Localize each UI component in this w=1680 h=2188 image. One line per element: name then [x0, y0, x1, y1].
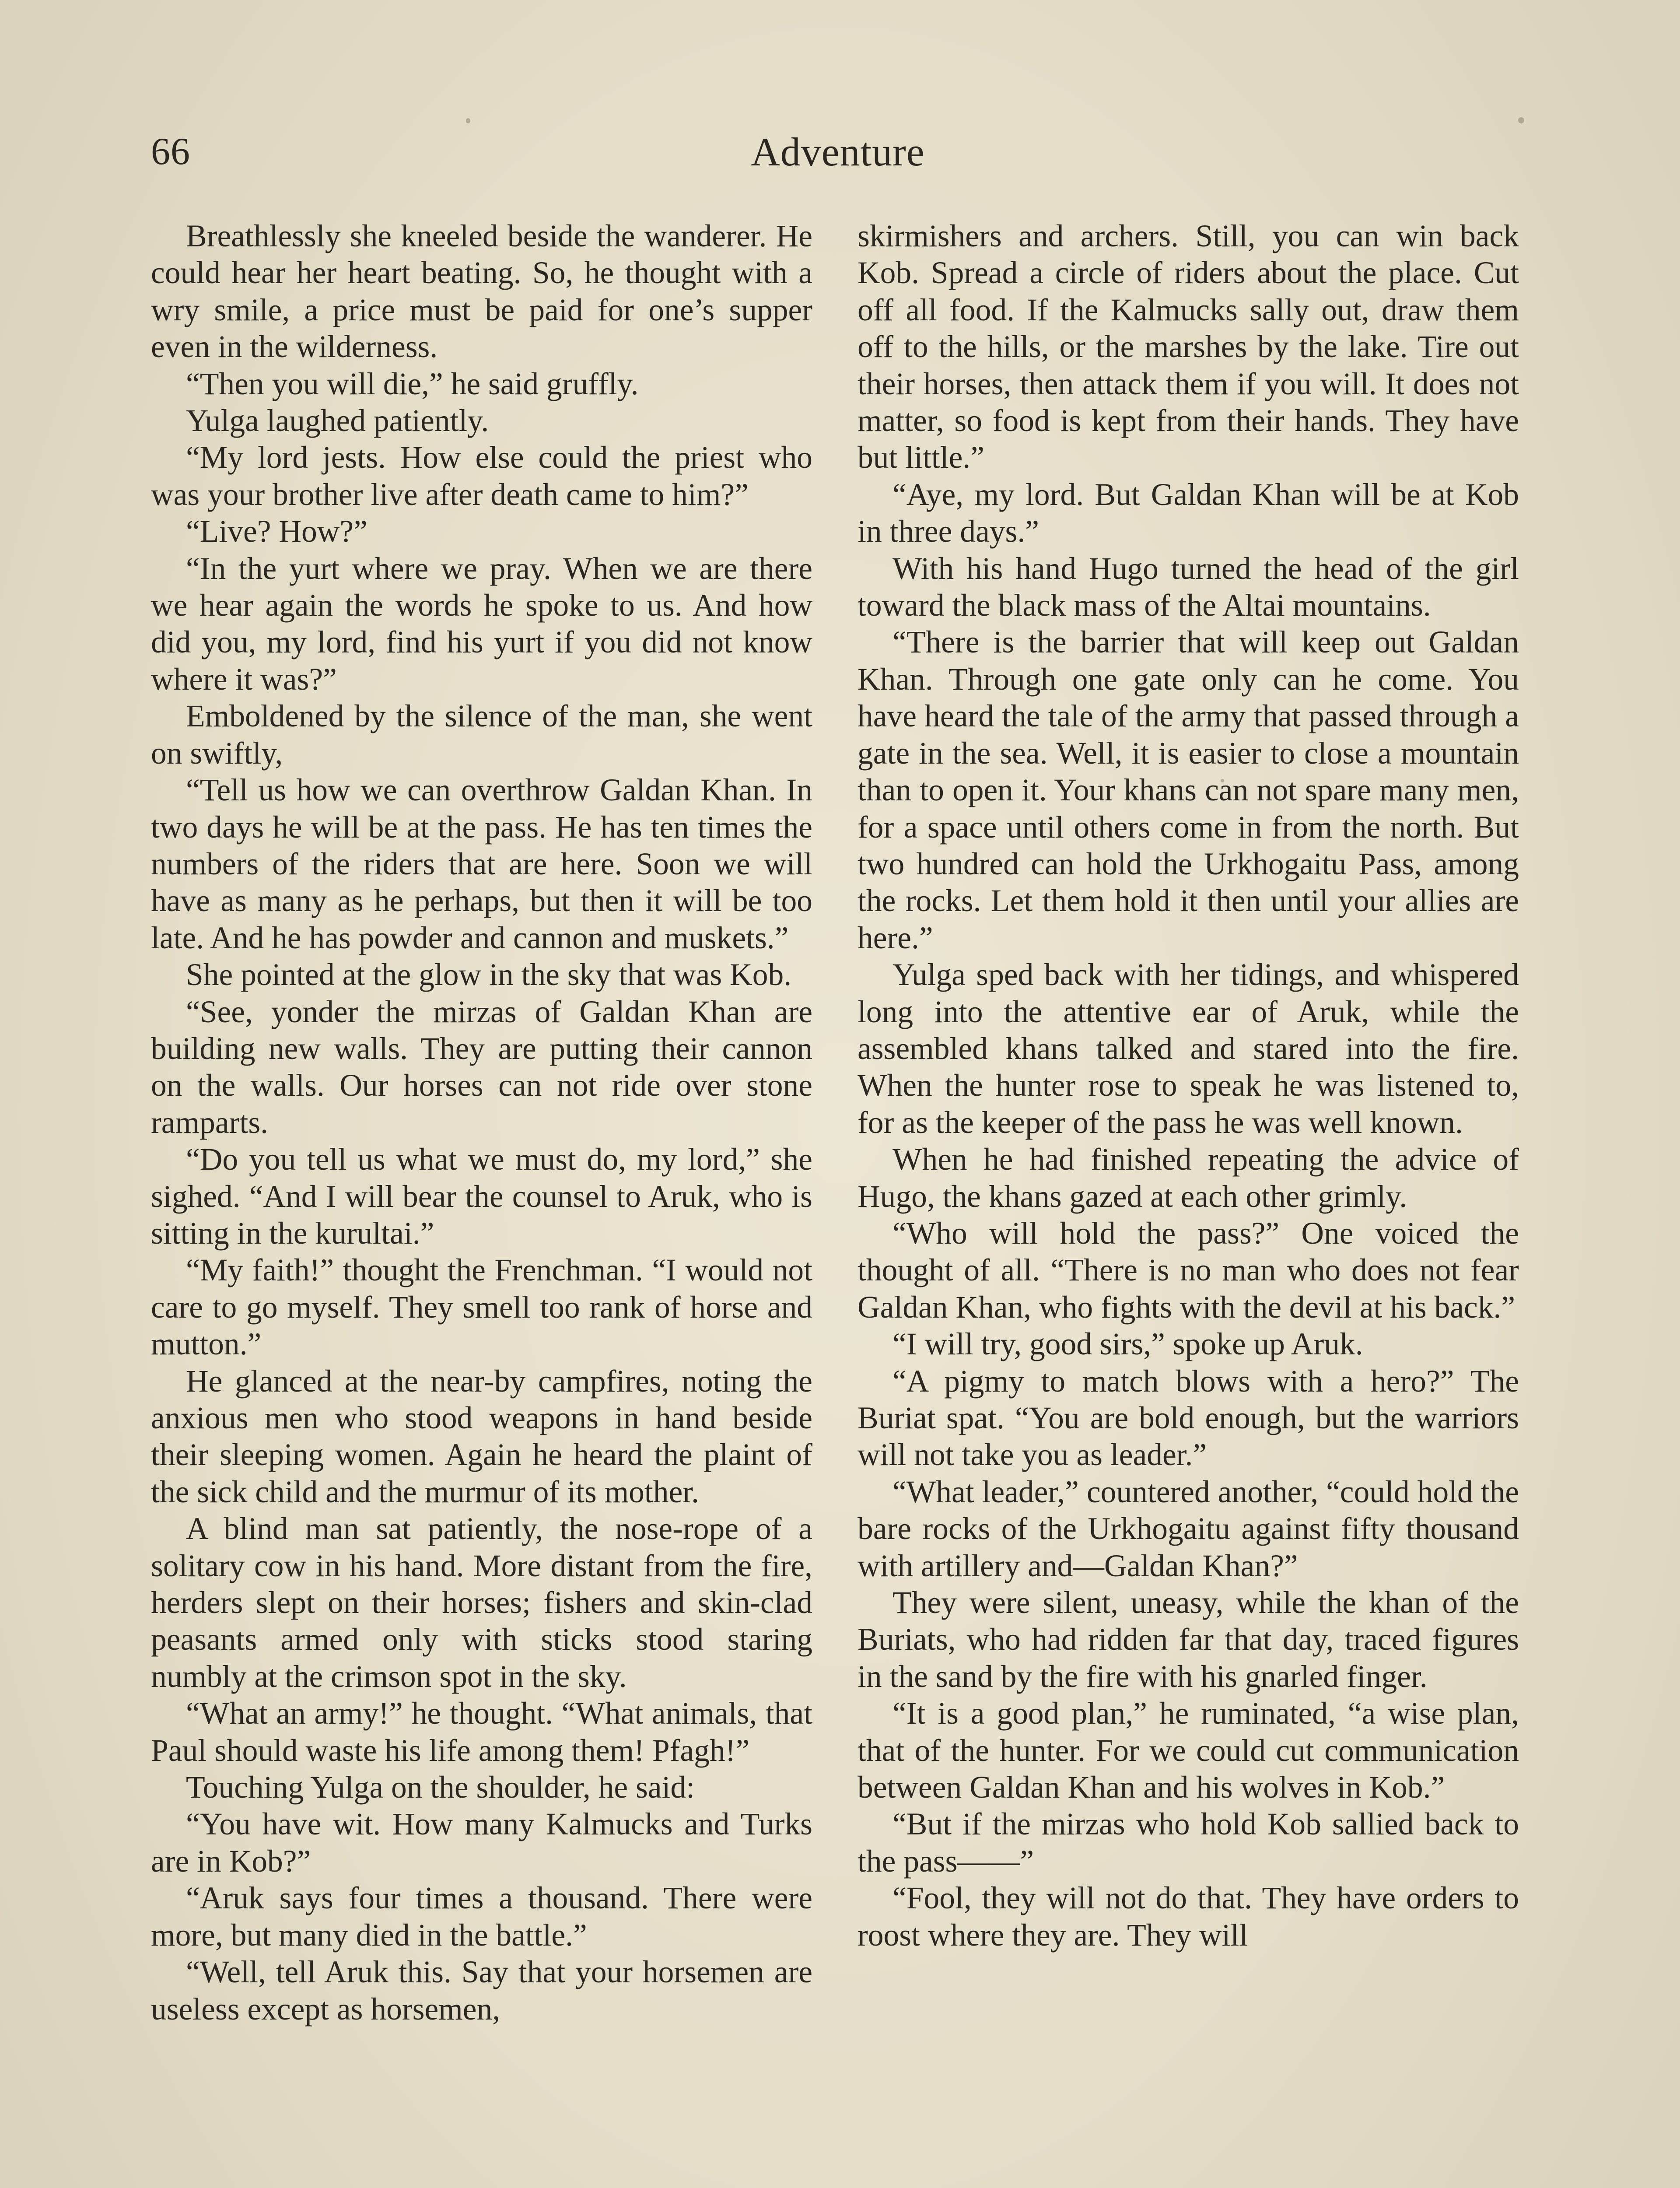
paragraph: “My faith!” thought the Frenchman. “I would not care to go myself. They smell too rank of horse and mutton.” [151, 1253, 812, 1362]
paragraph: “Aye, my lord. But Galdan Khan will be at Kob in three days.” [858, 477, 1519, 549]
paragraph: “See, yonder the mirzas of Galdan Khan are building new walls. They are putting their cannon on the walls. Our horses can not ride over stone ramparts. [151, 994, 812, 1140]
paragraph: He glanced at the near-by campfires, noting the anxious men who stood weapons in hand beside their sleeping women. Again he heard the plaint of the sick child and the murmur of its mother. [151, 1364, 812, 1509]
left-column [151, 218, 812, 2028]
paragraph: “Aruk says four times a thousand. There were more, but many died in the battle.” [151, 1881, 812, 1953]
paragraph: “A pigmy to match blows with a hero?” The Buriat spat. “You are bold enough, but the warriors will not take you as leader.” [858, 1364, 1519, 1473]
paper-speck [1221, 779, 1224, 782]
paragraph: With his hand Hugo turned the head of the girl toward the black mass of the Altai mountains. [858, 551, 1519, 623]
paragraph: They were silent, uneasy, while the khan of the Buriats, who had ridden far that day, traced figures in the sand by the fire with his gnarled finger. [858, 1585, 1519, 1694]
paragraph: “Fool, they will not do that. They have orders to roost where they are. They will [858, 1881, 1519, 1953]
paragraph: “But if the mirzas who hold Kob sallied back to the pass——” [858, 1807, 1519, 1879]
paragraph: When he had finished repeating the advice of Hugo, the khans gazed at each other grimly. [858, 1142, 1519, 1214]
paper-speck [1518, 117, 1524, 123]
paragraph: “It is a good plan,” he ruminated, “a wise plan, that of the hunter. For we could cut communication between Galdan Khan and his wolves in Kob.” [858, 1696, 1519, 1805]
paragraph: Yulga laughed patiently. [186, 403, 489, 438]
paragraph: “What leader,” countered another, “could hold the bare rocks of the Urkhogaitu against fifty thousand with artillery and—Galdan Khan?” [858, 1474, 1519, 1583]
paper-speck [466, 118, 470, 123]
paragraph: Yulga sped back with her tidings, and whispered long into the attentive ear of Aruk, while the assembled khans talked and stared into the fire. When the hunter rose to speak he was listened to, for as the keeper of the pass he was well known. [858, 957, 1519, 1140]
right-column [858, 218, 1519, 1954]
paragraph: “In the yurt where we pray. When we are there we hear again the words he spoke to us. And how did you, my lord, find his yurt if you did not know where it was?” [151, 551, 812, 697]
paragraph: “I will try, good sirs,” spoke up Aruk. [892, 1327, 1363, 1362]
paragraph: Touching Yulga on the shoulder, he said: [186, 1770, 695, 1805]
paragraph: “Well, tell Aruk this. Say that your horsemen are useless except as horsemen, [151, 1955, 812, 2027]
running-title: Adventure [751, 130, 925, 174]
page-header [151, 123, 1525, 189]
paragraph: “My lord jests. How else could the priest who was your brother live after death came to him?” [151, 440, 812, 512]
paragraph: “Live? How?” [186, 514, 368, 549]
paragraph: “Who will hold the pass?” One voiced the thought of all. “There is no man who does not fear Galdan Khan, who fights with the devil at his back.” [858, 1216, 1519, 1325]
paragraph: “What an army!” he thought. “What animals, that Paul should waste his life among them! Pfagh!” [151, 1696, 812, 1768]
paragraph: “You have wit. How many Kalmucks and Turks are in Kob?” [151, 1807, 812, 1879]
paragraph: “Tell us how we can overthrow Galdan Khan. In two days he will be at the pass. He has ten times the numbers of the riders that are here. Soon we will have as many as he perhaps, but then it will be too late. And he has powder and cannon and muskets.” [151, 773, 812, 955]
paragraph: “There is the barrier that will keep out Galdan Khan. Through one gate only can he come. You have heard the tale of the army that passed through a gate in the sea. Well, it is easier to close a mountain than to open it. Your khans can not spare many men, for a space until others come in from the north. But two hundred can hold the Urkhogaitu Pass, among the rocks. Let them hold it then until your allies are here.” [858, 625, 1519, 955]
paragraph: “Then you will die,” he said gruffly. [186, 366, 639, 401]
paragraph: Breathlessly she kneeled beside the wanderer. He could hear her heart beating. So, he thought with a wry smile, a price must be paid for one’s supper even in the wilderness. [151, 219, 812, 365]
continued-paragraph: skirmishers and archers. Still, you can win back Kob. Spread a circle of riders about the place. Cut off all food. If the Kalmucks sally out, draw them off to the hills, or the marshes by the lake. Tire out their horses, then attack them if you will. It does not matter, so food is kept from their hands. They have but little.” [858, 219, 1519, 475]
paragraph: A blind man sat patiently, the nose-rope of a solitary cow in his hand. More distant from the fire, herders slept on their horses; fishers and skin-clad peasants armed only with sticks stood staring numbly at the crimson spot in the sky. [151, 1511, 812, 1694]
paragraph: Emboldened by the silence of the man, she went on swiftly, [151, 699, 812, 771]
paragraph: She pointed at the glow in the sky that was Kob. [186, 957, 792, 992]
paragraph: “Do you tell us what we must do, my lord,” she sighed. “And I will bear the counsel to Aruk, who is sitting in the kurultai.” [151, 1142, 812, 1251]
page-number: 66 [151, 130, 190, 173]
